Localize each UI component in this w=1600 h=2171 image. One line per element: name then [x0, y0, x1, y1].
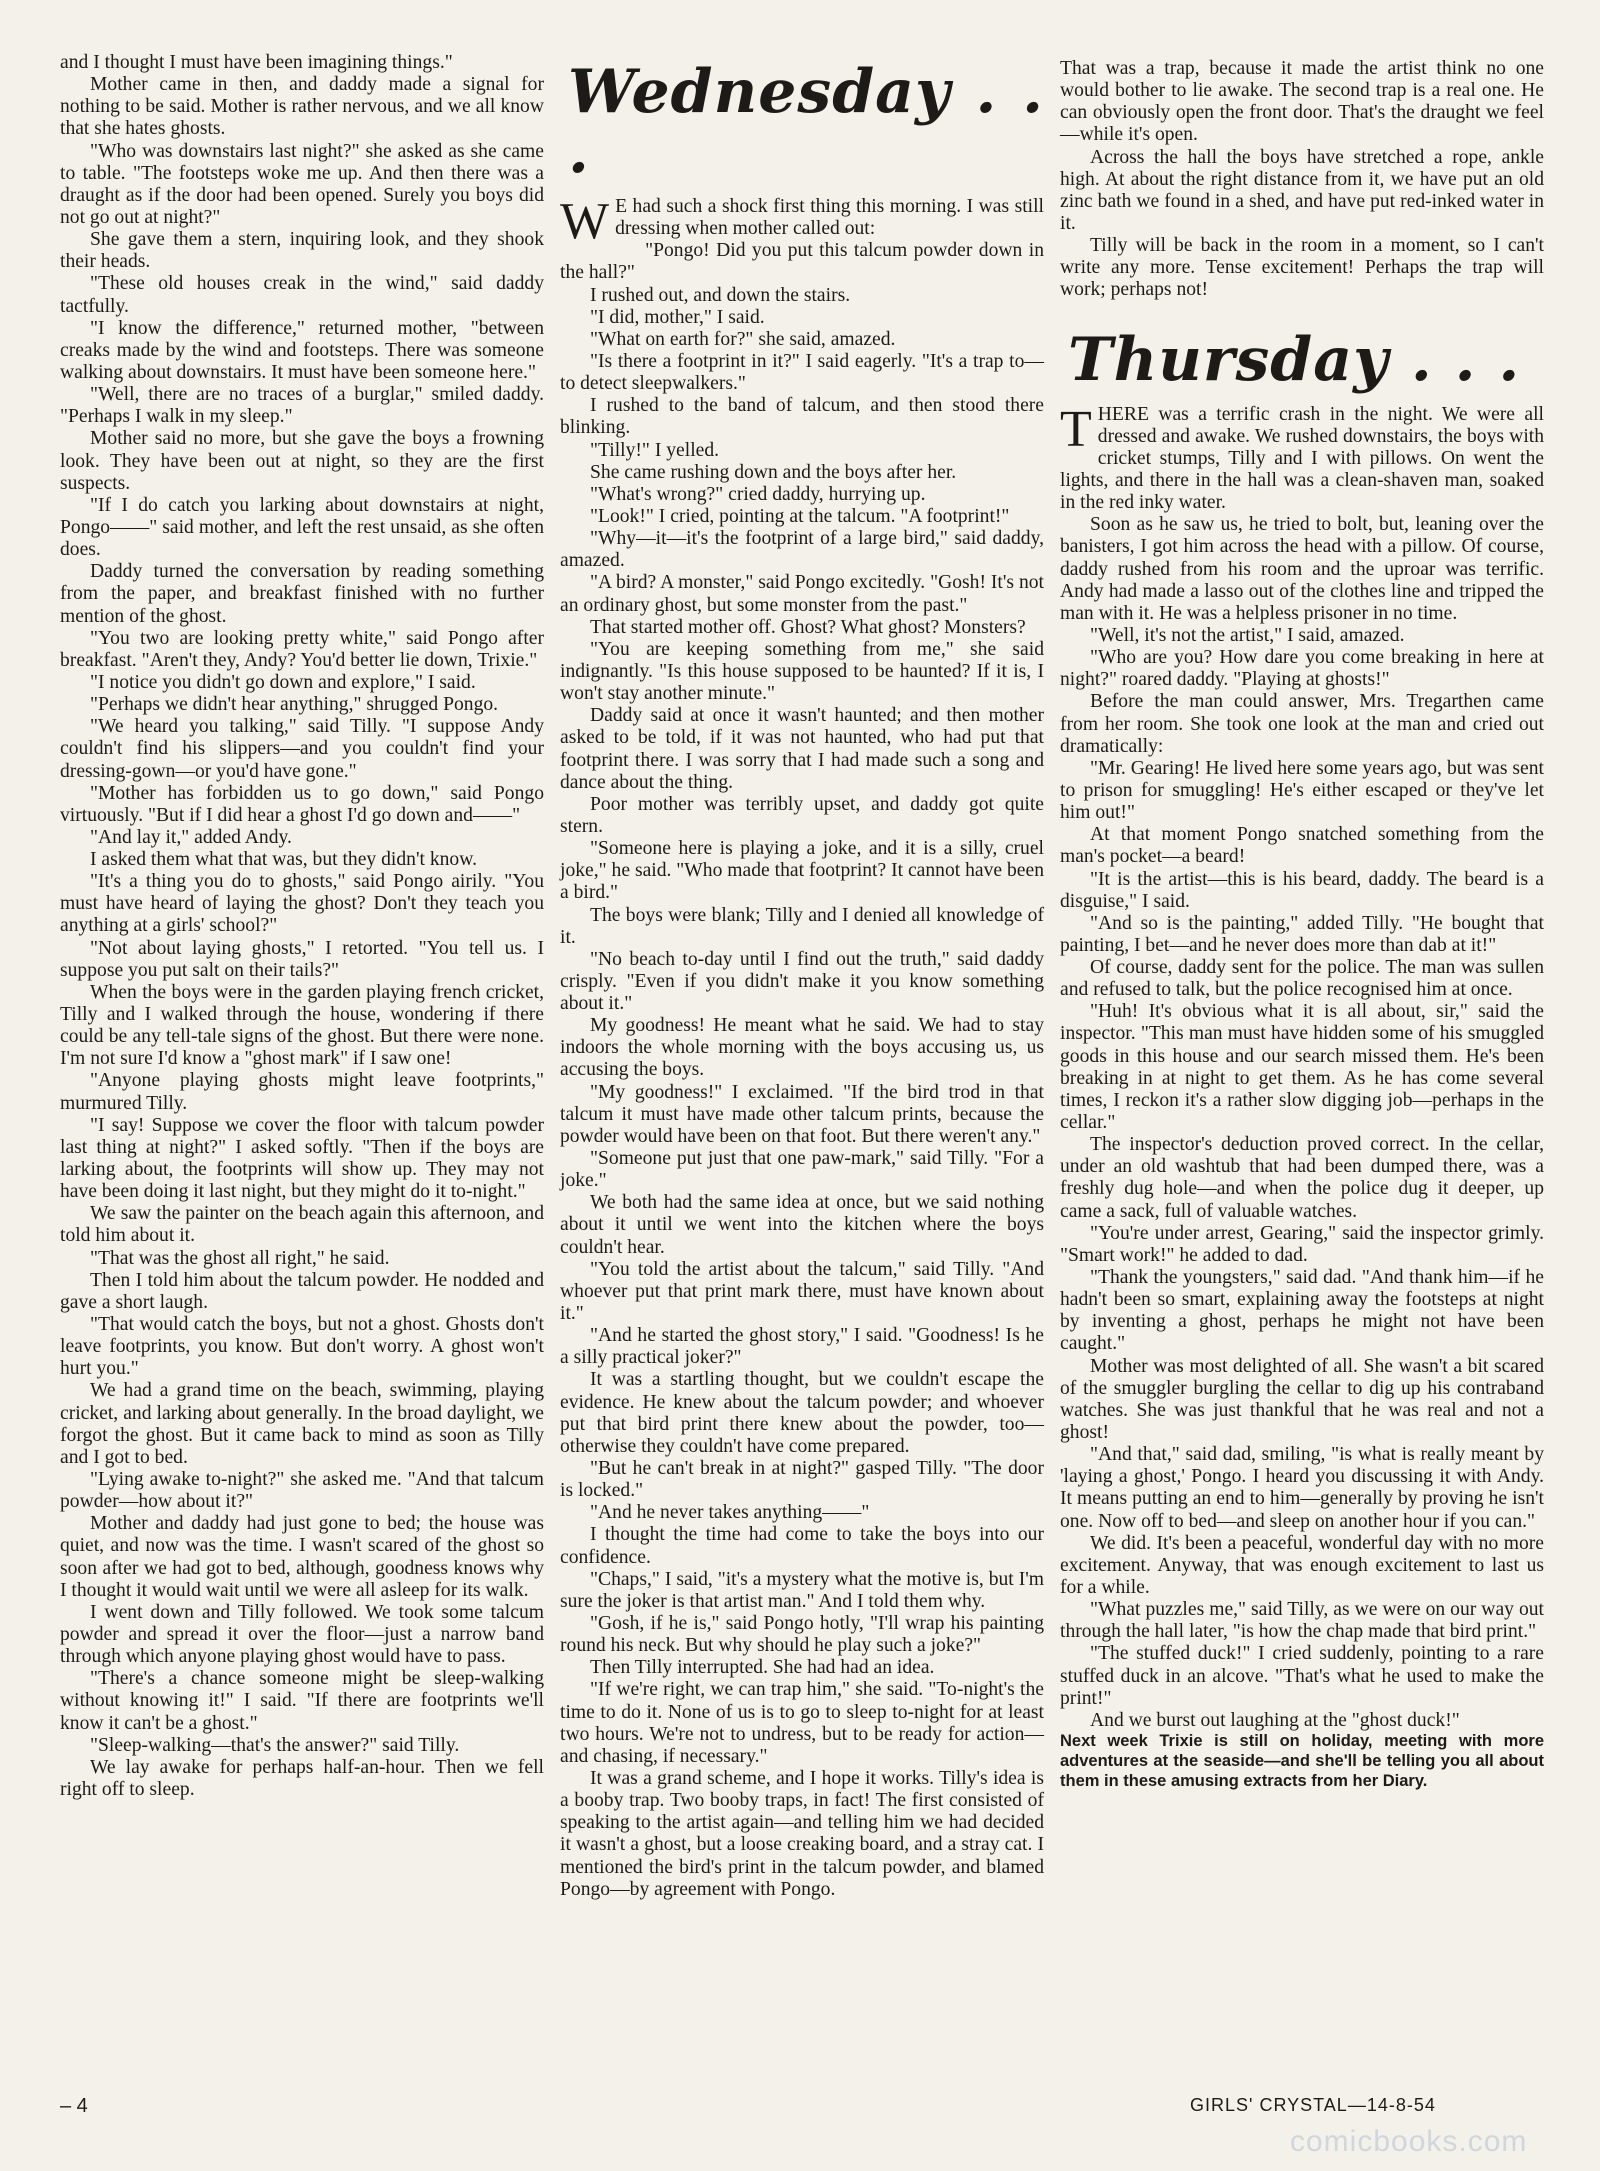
paragraph: Tilly will be back in the room in a moment, so I can't write any more. Tense excitement! Perhaps the trap will work; perhaps not!: [1060, 235, 1544, 301]
paragraph: We saw the painter on the beach again this afternoon, and told him about it.: [60, 1203, 544, 1247]
paragraph: "You are keeping something from me," she said indignantly. "Is this house supposed to be haunted? If it is, I won't stay another minute.": [560, 638, 1044, 705]
paragraph: "Someone put just that one paw-mark," said Tilly. "For a joke.": [560, 1148, 1044, 1192]
thursday-first-paragraph: [1060, 400, 1544, 515]
paragraph: "What's wrong?" cried daddy, hurrying up.: [590, 483, 926, 505]
paragraph: "Someone here is playing a joke, and it is a silly, cruel joke," he said. "Who made that footprint? It cannot have been a bird.": [560, 838, 1044, 904]
column-3-continued: [1060, 58, 1544, 302]
paragraph: Daddy said at once it wasn't haunted; and then mother asked to be told, if it was not haunted, who had put that footprint there. I was sorry that I had made such a song and dance about the thing.: [560, 705, 1044, 793]
paragraph: We lay awake for perhaps half-an-hour. Then we fell right off to sleep.: [60, 1756, 544, 1800]
paragraph: "And he started the ghost story," I said. "Goodness! Is he a silly practical joker?": [560, 1325, 1044, 1369]
paragraph: "Why—it—it's the footprint of a large bird," said daddy, amazed.: [560, 528, 1044, 572]
paragraph: "And he never takes anything——": [590, 1502, 870, 1524]
next-week-note: Next week Trixie is still on holiday, meeting with more adventures at the seaside—and she'll be telling you all about them in these amusing extracts from her Diary.: [1060, 1731, 1544, 1790]
paragraph: Mother was most delighted of all. She wasn't a bit scared of the smuggler burgling the cellar to dig up his contraband watches. She was just thankful that he was real and not a ghost!: [1060, 1355, 1544, 1444]
paragraph: Then I told him about the talcum powder. He nodded and gave a short laugh.: [60, 1269, 544, 1313]
paragraph: We did. It's been a peaceful, wonderful day with no more excitement. Anyway, that was enough excitement to last us for a while.: [1060, 1532, 1544, 1598]
paragraph: When the boys were in the garden playing french cricket, Tilly and I walked through the house, wondering if there could be any tell-tale signs of the ghost. But there were none. I'm not sure I'd know a "ghost mark" if I saw one!: [60, 981, 544, 1070]
paragraph: "Look!" I cried, pointing at the talcum. "A footprint!": [590, 505, 1010, 527]
paragraph: We had a grand time on the beach, swimming, playing cricket, and larking about generally. In the broad daylight, we forgot the ghost. But it came back to mind as soon as Tilly and I got to bed.: [60, 1380, 544, 1468]
paragraph: "And that," said dad, smiling, "is what is really meant by 'laying a ghost,' Pongo. I heard you discussing it with Andy. It means putting an end to him—generally by proving he isn't one. Now off to bed—and sleep on another hour if you can.": [1060, 1444, 1544, 1532]
paragraph: Before the man could answer, Mrs. Tregarthen came from her room. She took one look at the man and cried out dramatically:: [1060, 691, 1544, 757]
paragraph: "Who are you? How dare you come breaking in here at night?" roared daddy. "Playing at ghosts!": [1060, 647, 1544, 691]
paragraph: "Gosh, if he is," said Pongo hotly, "I'll wrap his painting round his neck. But why should he play such a joke?": [560, 1613, 1044, 1657]
paragraph: "You two are looking pretty white," said Pongo after breakfast. "Aren't they, Andy? You'd better lie down, Trixie.": [60, 627, 544, 671]
paragraph: "Perhaps we didn't hear anything," shrugged Pongo.: [90, 694, 499, 716]
paragraph: "No beach to-day until I find out the truth," said daddy crisply. "Even if you didn't make it you know something about it.": [560, 948, 1044, 1015]
paragraph: "I did, mother," I said.: [590, 306, 765, 328]
paragraph: "What on earth for?" she said, amazed.: [590, 328, 896, 350]
column-1: [60, 52, 544, 1801]
paragraph: "And lay it," added Andy.: [90, 826, 292, 848]
paragraph: "I know the difference," returned mother, "between creaks made by the wind and footsteps. There was someone walking about downstairs. It must have been someone here.": [60, 317, 544, 383]
paragraph: Mother said no more, but she gave the boys a frowning look. They have been out at night, so they are the first suspects.: [60, 428, 544, 494]
paragraph: "Sleep-walking—that's the answer?" said Tilly.: [90, 1734, 460, 1756]
paragraph: "These old houses creak in the wind," said daddy tactfully.: [60, 273, 544, 317]
paragraph: "Not about laying ghosts," I retorted. "You tell us. I suppose you put salt on their tails?": [60, 937, 544, 981]
paragraph: The inspector's deduction proved correct. In the cellar, under an old washtub that had been dumped there, was a freshly dug hole—and when the police dug it deeper, up came a sack, full of valuable watches.: [1060, 1134, 1544, 1222]
paragraph: Mother and daddy had just gone to bed; the house was quiet, and now was the time. I wasn't scared of the ghost so soon after we had got to bed, although, goodness knows why I thought it would wait until we were all asleep for its walk.: [60, 1513, 544, 1601]
paragraph: "My goodness!" I exclaimed. "If the bird trod in that talcum it must have made other talcum prints, because the powder would have been on that foot. But there weren't any.": [560, 1081, 1044, 1147]
paragraph: "We heard you talking," said Tilly. "I suppose Andy couldn't find his slippers—and you couldn't find your dressing-gown—or you'd have gone.": [60, 716, 544, 782]
paragraph: "Well, it's not the artist," I said, amazed.: [1090, 624, 1405, 646]
paragraph: and I thought I must have been imagining things.": [60, 52, 453, 73]
paragraph: "The stuffed duck!" I cried suddenly, pointing to a rare stuffed duck in an alcove. "That's what he used to make the print!": [1060, 1643, 1544, 1709]
paragraph: Mother came in then, and daddy made a signal for nothing to be said. Mother is rather nervous, and we all know that she hates ghosts.: [60, 74, 544, 140]
paragraph: "It is the artist—this is his beard, daddy. The beard is a disguise," I said.: [1060, 868, 1544, 912]
thursday-dropcap: T: [1060, 400, 1092, 458]
paragraph: "What puzzles me," said Tilly, as we were on our way out through the hall later, "is how the chap made that bird print.": [1060, 1599, 1544, 1643]
column-3: [1060, 58, 1544, 1791]
paragraph: The boys were blank; Tilly and I denied all knowledge of it.: [560, 904, 1044, 948]
paragraph: I asked them what that was, but they didn't know.: [90, 849, 477, 871]
wednesday-body: [560, 240, 1044, 1901]
paragraph: "But he can't break in at night?" gasped Tilly. "The door is locked.": [560, 1458, 1044, 1502]
paragraph: "Pongo! Did you put this talcum powder down in the hall?": [560, 240, 1044, 284]
paragraph: "That would catch the boys, but not a ghost. Ghosts don't leave footprints, you know. But don't worry. A ghost won't hurt you.": [60, 1314, 544, 1380]
paragraph: I went down and Tilly followed. We took some talcum powder and spread it over the floor—just a narrow band through which anyone playing ghost would have to pass.: [60, 1601, 544, 1668]
paragraph: "Mother has forbidden us to go down," said Pongo virtuously. "But if I did hear a ghost I'd go down and——": [60, 782, 544, 826]
paragraph: "Lying awake to-night?" she asked me. "And that talcum powder—how about it?": [60, 1469, 544, 1513]
paragraph: "Well, there are no traces of a burglar," smiled daddy. "Perhaps I walk in my sleep.": [60, 384, 544, 428]
paragraph: "It's a thing you do to ghosts," said Pongo airily. "You must have heard of laying the ghost? Don't they teach you anything at a girls' school?": [60, 871, 544, 937]
paragraph: "If I do catch you larking about downstairs at night, Pongo——" said mother, and left the rest unsaid, as she often does.: [60, 494, 544, 561]
paragraph: "You told the artist about the talcum," said Tilly. "And whoever put that print mark there, must have known about it.": [560, 1258, 1044, 1325]
paragraph: "Anyone playing ghosts might leave footprints," murmured Tilly.: [60, 1070, 544, 1114]
wednesday-dropcap: W: [560, 193, 610, 250]
paragraph: "Huh! It's obvious what it is all about, sir," said the inspector. "This man must have hidden some of his smuggled goods in this house and our search missed them. He's been breaking in at night to get them. As he has come several times, I reckon it's a rather slow digging job—perhaps in the cellar.": [1060, 1001, 1544, 1134]
paragraph: She gave them a stern, inquiring look, and they shook their heads.: [60, 229, 544, 273]
paragraph: Then Tilly interrupted. She had had an idea.: [590, 1657, 935, 1679]
paragraph: I thought the time had come to take the boys into our confidence.: [560, 1524, 1044, 1568]
thursday-heading: Thursday . . .: [1068, 324, 1521, 395]
paragraph: "And so is the painting," added Tilly. "He bought that painting, I bet—and he never does more than dab at it!": [1060, 912, 1544, 956]
paragraph: "If we're right, we can trap him," she said. "To-night's the time to do it. None of us is to go to sleep to-night for at least two hours. We're not to undress, but to be ready for action—and chasing, if necessary.": [560, 1679, 1044, 1767]
wednesday-heading: Wednesday . . .: [568, 57, 1044, 187]
page-number: – 4: [60, 2095, 88, 2117]
paragraph: "Tilly!" I yelled.: [590, 439, 720, 461]
wednesday-first-paragraph: [560, 193, 1044, 250]
paragraph: Poor mother was terribly upset, and daddy got quite stern.: [560, 793, 1044, 837]
paragraph: "I notice you didn't go down and explore," I said.: [90, 671, 476, 693]
column-2: [560, 57, 1044, 1901]
paragraph: Of course, daddy sent for the police. The man was sullen and refused to talk, but the police recognised him at once.: [1060, 957, 1544, 1001]
thursday-body: [1060, 514, 1544, 1732]
paragraph: Across the hall the boys have stretched a rope, ankle high. At about the right distance from it, we have put an old zinc bath we found in a shed, and have put red-inked water in it.: [1060, 146, 1544, 234]
paragraph: "Is there a footprint in it?" I said eagerly. "It's a trap to—to detect sleepwalkers.": [560, 350, 1044, 395]
paragraph: At that moment Pongo snatched something from the man's pocket—a beard!: [1060, 824, 1544, 868]
paragraph: "There's a chance someone might be sleep-walking without knowing it!" I said. "If there are footprints we'll know it can't be a ghost.": [60, 1668, 544, 1734]
watermark: comicbooks.com: [1290, 2125, 1528, 2158]
paragraph: "A bird? A monster," said Pongo excitedly. "Gosh! It's not an ordinary ghost, but some monster from the past.": [560, 572, 1044, 616]
paragraph: And we burst out laughing at the "ghost duck!": [1090, 1709, 1460, 1731]
paragraph: "You're under arrest, Gearing," said the inspector grimly. "Smart work!" he added to dad.: [1060, 1222, 1544, 1266]
paragraph: She came rushing down and the boys after her.: [590, 461, 957, 483]
paragraph: I rushed to the band of talcum, and then stood there blinking.: [560, 395, 1044, 439]
paragraph: My goodness! He meant what he said. We had to stay indoors the whole morning with the boys accusing us, us accusing the boys.: [560, 1015, 1044, 1081]
paragraph: "Thank the youngsters," said dad. "And thank him—if he hadn't been so smart, explaining away the footsteps at night by inventing a ghost, perhaps he might not have been caught.": [1060, 1267, 1544, 1355]
paragraph: Daddy turned the conversation by reading something from the paper, and breakfast finished with no further mention of the ghost.: [60, 561, 544, 627]
paragraph: "Mr. Gearing! He lived here some years ago, but was sent to prison for smuggling! He's either escaped or they've let him out!": [1060, 757, 1544, 824]
paragraph: "That was the ghost all right," he said.: [90, 1247, 390, 1269]
paragraph: I rushed out, and down the stairs.: [590, 284, 851, 306]
wednesday-first-text: E had such a shock first thing this morning. I was still dressing when mother called out:: [615, 196, 1044, 240]
paragraph: We both had the same idea at once, but we said nothing about it until we went into the kitchen where the boys couldn't hear.: [560, 1192, 1044, 1258]
paragraph: "I say! Suppose we cover the floor with talcum powder last thing at night?" I asked softly. "Then if the boys are larking about, the footprints will show up. They may not have been doing it last night, but they might do it to-night.": [60, 1114, 544, 1203]
paragraph: "Who was downstairs last night?" she asked as she came to table. "The footsteps woke me up. And then there was a draught as if the door had been opened. Surely you boys did not go out at night?": [60, 140, 544, 228]
paragraph: That was a trap, because it made the artist think no one would bother to lie awake. The second trap is a real one. He can obviously open the front door. That's the draught we feel—while it's open.: [1060, 58, 1544, 146]
paragraph: "Chaps," I said, "it's a mystery what the motive is, but I'm sure the joker is that artist man." And I told them why.: [560, 1568, 1044, 1612]
paragraph: It was a startling thought, but we couldn't escape the evidence. He knew about the talcum powder; and whoever put that bird print there knew about the powder, too—otherwise they couldn't have come prepared.: [560, 1369, 1044, 1457]
thursday-first-text: HERE was a terrific crash in the night. We were all dressed and awake. We rushed downstairs, the boys with cricket stumps, Tilly and I with pillows. On went the lights, and there in the hall was a clean-shaven man, soaked in the red inky water.: [1060, 403, 1544, 514]
paragraph: That started mother off. Ghost? What ghost? Monsters?: [590, 616, 1026, 638]
paragraph: Soon as he saw us, he tried to bolt, but, leaning over the banisters, I got him across the head with a pillow. Of course, daddy rushed from his room and the uproar was terrific. Andy had made a lasso out of the clothes line and tripped the man with it. He was a helpless prisoner in no time.: [1060, 514, 1544, 624]
paragraph: It was a grand scheme, and I hope it works. Tilly's idea is a booby trap. Two booby traps, in fact! The first consisted of speaking to the artist again—and telling him we had decided it wasn't a ghost, but a loose creaking board, and a stray cat. I mentioned the bird's print in the talcum powder, and blamed Pongo—by agreement with Pongo.: [560, 1767, 1044, 1900]
issue-credit: GIRLS' CRYSTAL—14-8-54: [1190, 2095, 1436, 2115]
